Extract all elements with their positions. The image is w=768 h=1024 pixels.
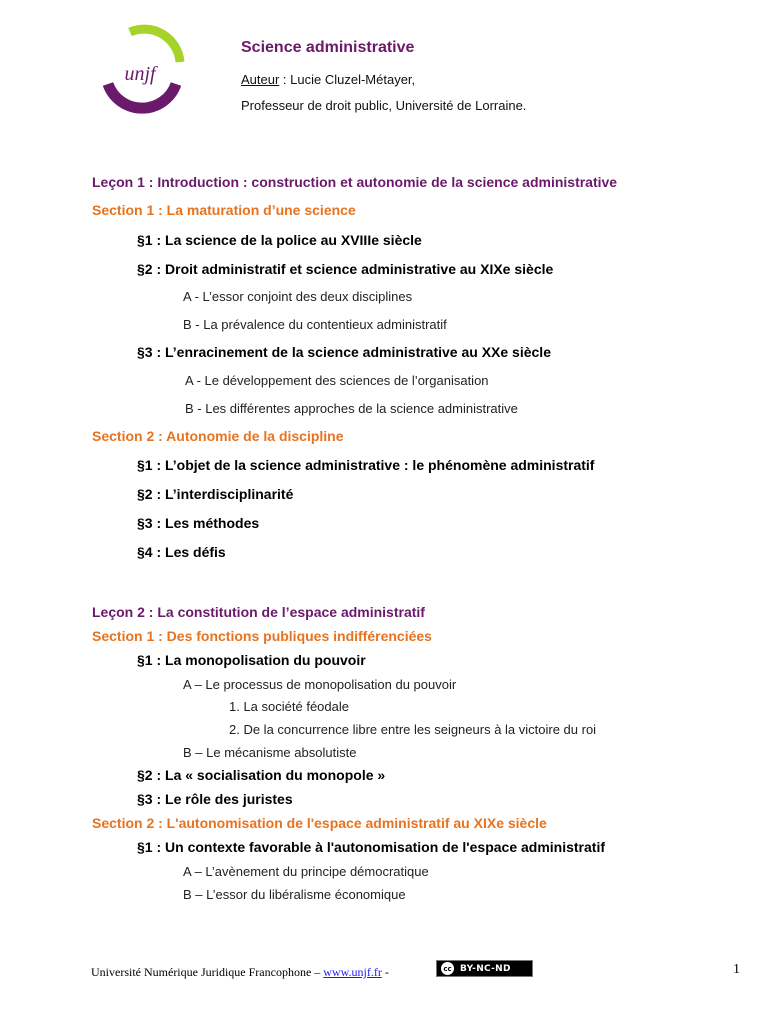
subsection-item: B - La prévalence du contentieux administratif (183, 317, 447, 332)
paragraph-heading: §3 : Le rôle des juristes (137, 791, 293, 807)
paragraph-heading: §2 : L’interdisciplinarité (137, 486, 294, 502)
paragraph-heading: §4 : Les défis (137, 544, 226, 560)
lecon-1-heading: Leçon 1 : Introduction : construction et autonomie de la science administrative (92, 174, 618, 190)
numbered-item: 1. La société féodale (229, 699, 349, 714)
footer (91, 965, 389, 980)
paragraph-heading: §1 : L’objet de la science administrative : le phénomène administratif (137, 457, 595, 473)
cc-icon: cc (441, 962, 454, 975)
paragraph-heading: §3 : Les méthodes (137, 515, 260, 531)
page-number: 1 (733, 962, 740, 977)
subsection-item: A – Le processus de monopolisation du pouvoir (183, 677, 457, 692)
paragraph-heading: §1 : Un contexte favorable à l'autonomisation de l'espace administratif (137, 839, 606, 855)
lecon-1-section-2-heading: Section 2 : Autonomie de la discipline (92, 428, 344, 444)
footer-link[interactable]: www.unjf.fr (323, 965, 382, 979)
subsection-item: B – Le mécanisme absolutiste (183, 745, 357, 760)
paragraph-heading: §3 : L’enracinement de la science administrative au XXe siècle (137, 344, 551, 360)
lecon-2-section-2-heading: Section 2 : L'autonomisation de l'espace administratif au XIXe siècle (92, 815, 547, 831)
lecon-2-heading: Leçon 2 : La constitution de l’espace administratif (92, 604, 425, 620)
creative-commons-badge[interactable] (436, 960, 533, 977)
footer-dash: - (381, 965, 389, 979)
subsection-item: A - Le développement des sciences de l’organisation (185, 373, 489, 388)
paragraph-heading: §2 : La « socialisation du monopole » (137, 767, 386, 783)
svg-text:unjf: unjf (124, 63, 156, 85)
numbered-item: 2. De la concurrence libre entre les seigneurs à la victoire du roi (229, 722, 597, 737)
document-title: Science administrative (241, 39, 415, 56)
paragraph-heading: §2 : Droit administratif et science administrative au XIXe siècle (137, 261, 554, 277)
subsection-item: A – L’avènement du principe démocratique (183, 864, 429, 879)
subsection-item: B - Les différentes approches de la science administrative (185, 401, 518, 416)
paragraph-heading: §1 : La science de la police au XVIIIe siècle (137, 232, 422, 248)
subsection-item: B – L’essor du libéralisme économique (183, 887, 406, 902)
cc-license-label: BY-NC-ND (460, 963, 511, 974)
lecon-1-section-1-heading: Section 1 : La maturation d’une science (92, 202, 356, 218)
subsection-item: A - L’essor conjoint des deux disciplines (183, 289, 413, 304)
paragraph-heading: §1 : La monopolisation du pouvoir (137, 652, 366, 668)
author-label: Auteur (241, 72, 280, 87)
lecon-2-section-1-heading: Section 1 : Des fonctions publiques indifférenciées (92, 628, 432, 644)
author-name: : Lucie Cluzel-Métayer, (279, 72, 416, 87)
unjf-logo (90, 22, 190, 122)
footer-text: Université Numérique Juridique Francophone – (91, 965, 324, 979)
author-affiliation: Professeur de droit public, Université de Lorraine. (241, 98, 527, 113)
author-line (241, 72, 415, 87)
